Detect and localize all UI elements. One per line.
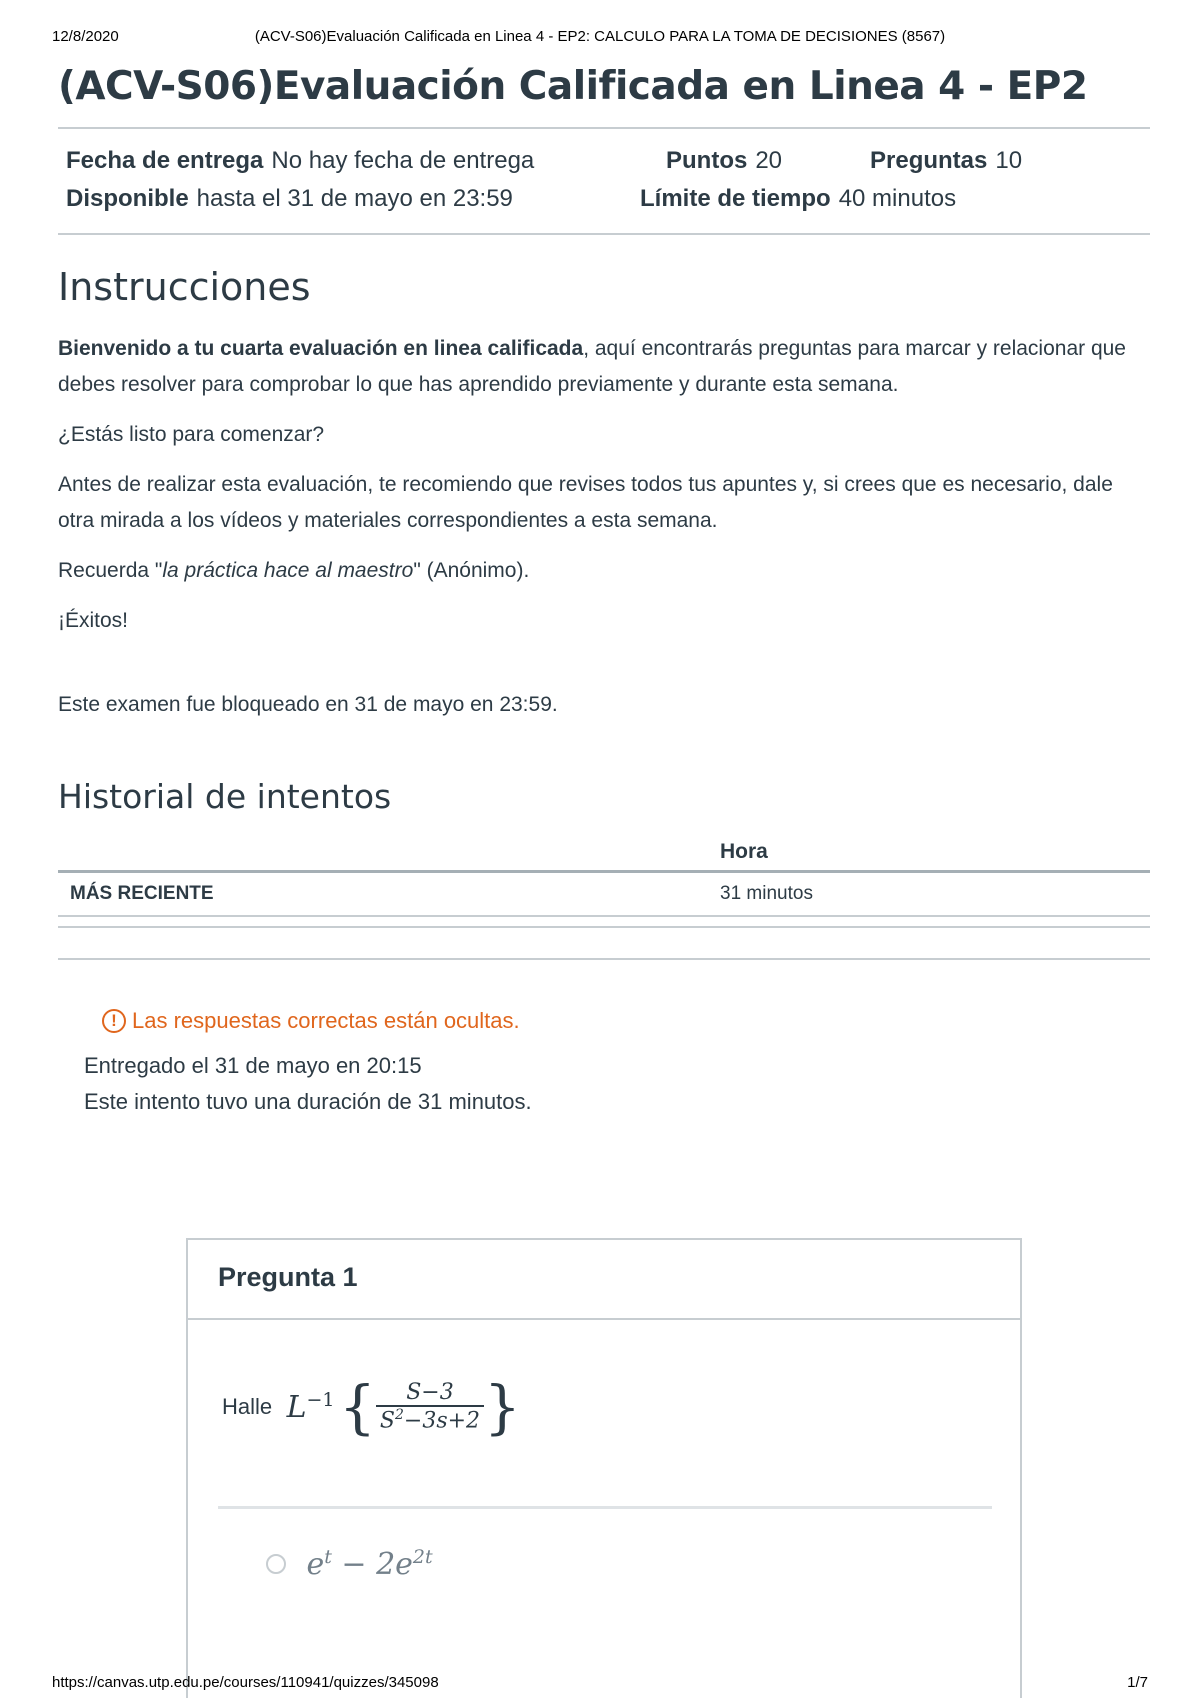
- points-value: 20: [755, 147, 783, 174]
- attempts-table: [58, 834, 1150, 928]
- quiz-title: (ACV-S06)Evaluación Calificada en Linea 4 - EP2: [58, 64, 1088, 109]
- attempts-col-time: Hora: [708, 834, 1150, 872]
- available-label: Disponible: [66, 185, 189, 212]
- quote-pre: Recuerda ": [58, 559, 163, 582]
- locked-notice: Este examen fue bloqueado en 31 de mayo en 23:59.: [58, 693, 558, 716]
- question-header: [188, 1240, 1020, 1320]
- time-limit-label: Límite de tiempo: [640, 185, 831, 212]
- print-header-title: (ACV-S06)Evaluación Calificada en Linea 4 - EP2: CALCULO PARA LA TOMA DE DECISIONES (8567): [254, 28, 946, 45]
- hidden-answers-warning: [102, 1008, 1150, 1034]
- denominator: [376, 1407, 484, 1433]
- question-prompt: [222, 1373, 521, 1441]
- points-label: Puntos: [666, 147, 748, 174]
- warning-text: Las respuestas correctas están ocultas.: [132, 1008, 520, 1033]
- attempt-label: MÁS RECIENTE: [58, 872, 708, 917]
- questions-value: 10: [995, 147, 1023, 174]
- brace-close: }: [484, 1373, 521, 1441]
- question-title: Pregunta 1: [218, 1262, 358, 1292]
- fraction: [376, 1380, 484, 1433]
- operator-exponent: −1: [306, 1389, 335, 1411]
- prompt-text: Halle: [222, 1394, 273, 1419]
- answer-option[interactable]: [266, 1546, 433, 1582]
- due-value: No hay fecha de entrega: [271, 147, 535, 174]
- divider: [58, 958, 1150, 960]
- time-limit: [640, 185, 956, 213]
- denominator-exponent: 2: [394, 1407, 404, 1424]
- questions-count: [870, 147, 1022, 175]
- instructions-quote: [58, 553, 1150, 589]
- due-date: [66, 147, 534, 175]
- questions-label: Preguntas: [870, 147, 988, 174]
- warning-icon: !: [102, 1009, 126, 1033]
- numerator: S−3: [376, 1380, 484, 1407]
- denominator-rest: −3s+2: [403, 1408, 481, 1434]
- page-content: [58, 64, 1150, 1120]
- time-limit-value: 40 minutos: [838, 185, 957, 212]
- attempt-duration: Este intento tuvo una duración de 31 minutos.: [84, 1089, 532, 1114]
- question-card: [186, 1238, 1022, 1698]
- empty-cell: [708, 916, 1150, 927]
- print-url: https://canvas.utp.edu.pe/courses/110941/quizzes/345098: [52, 1674, 439, 1691]
- attempts-col-blank: [58, 834, 708, 872]
- operator-symbol: L: [286, 1390, 307, 1425]
- quote-text: la práctica hace al maestro: [162, 559, 414, 582]
- quote-post: " (Anónimo).: [413, 559, 530, 582]
- instructions-ready: ¿Estás listo para comenzar?: [58, 423, 325, 446]
- instructions-intro-bold: Bienvenido a tu cuarta evaluación en linea calificada: [58, 337, 584, 360]
- instructions-review: Antes de realizar esta evaluación, te recomiendo que revises todos tus apuntes y, si crees que es necesario, dale otra mirada a los vídeos y materiales correspondientes a esta semana.: [58, 473, 1113, 532]
- available-value: hasta el 31 de mayo en 23:59: [196, 185, 513, 212]
- due-label: Fecha de entrega: [66, 147, 264, 174]
- option-exp-a: t: [324, 1546, 332, 1568]
- option-text: [306, 1547, 432, 1582]
- divider: [58, 233, 1150, 235]
- option-term-a: e: [306, 1547, 325, 1582]
- instructions-intro-rest: , aquí encontrarás preguntas para marcar y relacionar que debes resolver para comprobar lo que has aprendido previamente y durante esta semana.: [58, 337, 1126, 396]
- page-number: 1/7: [1127, 1674, 1148, 1691]
- denominator-base: S: [379, 1408, 395, 1434]
- answer-divider: [218, 1506, 992, 1509]
- instructions-intro: [58, 331, 1150, 403]
- table-row: [58, 872, 1150, 917]
- radio-button[interactable]: [266, 1554, 286, 1574]
- empty-cell: [58, 916, 708, 927]
- table-row: [58, 916, 1150, 927]
- attempts-header-row: [58, 834, 1150, 872]
- instructions-heading: Instrucciones: [58, 265, 311, 309]
- availability: [66, 185, 513, 213]
- option-exp-b: 2t: [412, 1546, 433, 1568]
- brace-open: {: [338, 1373, 376, 1441]
- print-date: 12/8/2020: [52, 28, 119, 45]
- submitted-date: Entregado el 31 de mayo en 20:15: [84, 1053, 422, 1078]
- attempt-time: 31 minutos: [708, 872, 1150, 917]
- option-operator: − 2e: [331, 1547, 413, 1582]
- quiz-details: [58, 129, 1150, 233]
- points: [666, 147, 782, 175]
- instructions-success: ¡Éxitos!: [58, 609, 129, 632]
- history-heading: Historial de intentos: [58, 777, 392, 816]
- laplace-operator: [287, 1390, 335, 1425]
